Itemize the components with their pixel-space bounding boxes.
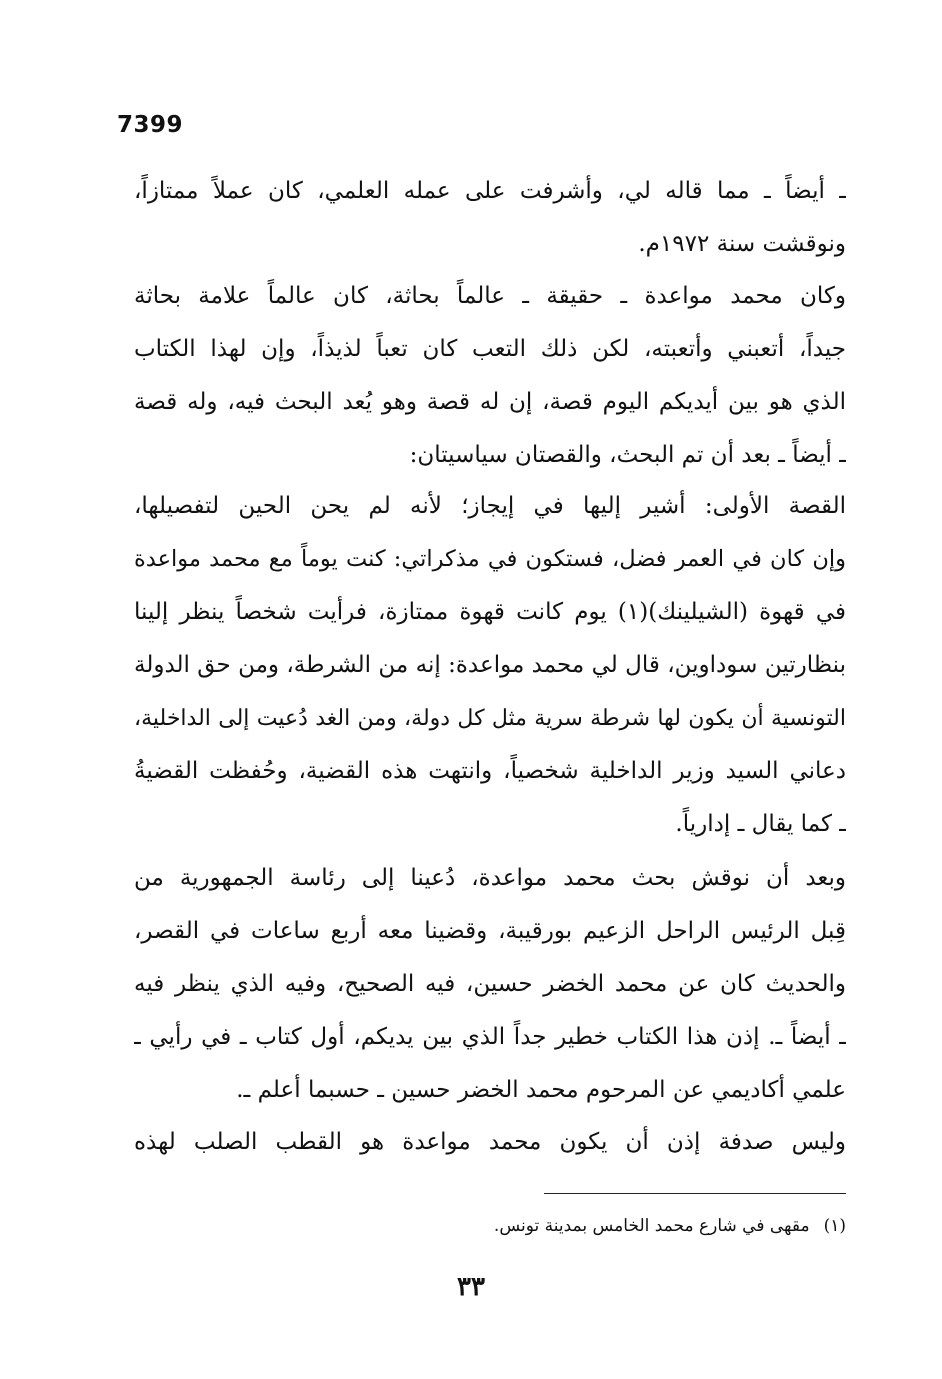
page-number: ٣٣ [457, 1272, 485, 1302]
footnote [494, 1212, 846, 1240]
text-line: قِبل الرئيس الراحل الزعيم بورقيبة، وقضينا معه أربع ساعات في القصر، [134, 918, 846, 944]
footnote-text: مقهى في شارع محمد الخامس بمدينة تونس. [493, 1216, 810, 1236]
text-line: ـ أيضاً ـ بعد أن تم البحث، والقصتان سياسيتان: [409, 442, 846, 468]
text-line: الذي هو بين أيديكم اليوم قصة، إن له قصة وهو يُعد البحث فيه، وله قصة [134, 389, 846, 415]
text-line: دعاني السيد وزير الداخلية شخصياً، وانتهت هذه القضية، وحُفظت القضيةُ [134, 758, 846, 784]
text-line: وكان محمد مواعدة ـ حقيقة ـ عالماً بحاثة، كان عالماً علامة بحاثة [134, 283, 846, 309]
text-line: جيداً، أتعبني وأتعبته، لكن ذلك التعب كان تعباً لذيذاً، وإن لهذا الكتاب [134, 336, 846, 362]
text-line: علمي أكاديمي عن المرحوم محمد الخضر حسين ـ حسبما أعلم ـ. [236, 1077, 846, 1103]
footnote-marker: (١) [823, 1216, 846, 1236]
paragraph-1 [134, 165, 846, 271]
text-line: بنظارتين سوداوين، قال لي محمد مواعدة: إنه من الشرطة، ومن حق الدولة [134, 652, 846, 678]
paragraph-4 [134, 852, 846, 1117]
document-id: 7399 [117, 112, 184, 138]
text-line: القصة الأولى: أشير إليها في إيجاز؛ لأنه لم يحن الحين لتفصيلها، [134, 493, 846, 519]
footnote-divider [544, 1193, 846, 1194]
text-line: وإن كان في العمر فضل، فستكون في مذكراتي: كنت يوماً مع محمد مواعدة [134, 546, 846, 572]
paragraph-2 [134, 270, 846, 482]
text-line: وبعد أن نوقش بحث محمد مواعدة، دُعينا إلى رئاسة الجمهورية من [134, 865, 846, 891]
text-line: في قهوة (الشيلينك)(١) يوم كانت قهوة ممتازة، فرأيت شخصاً ينظر إلينا [134, 599, 846, 625]
text-line: ـ كما يقال ـ إدارياً. [675, 811, 846, 837]
text-line: التونسية أن يكون لها شرطة سرية مثل كل دولة، ومن الغد دُعيت إلى الداخلية، [134, 706, 846, 731]
paragraph-3 [134, 480, 846, 851]
text-line: ـ أيضاً ـ. إذن هذا الكتاب خطير جداً الذي بين يديكم، أول كتاب ـ في رأيي ـ [134, 1024, 846, 1050]
text-line: ونوقشت سنة ١٩٧٢م. [638, 231, 846, 257]
paragraph-5 [134, 1116, 846, 1169]
text-line: والحديث كان عن محمد الخضر حسين، فيه الصحيح، وفيه الذي ينظر فيه [134, 971, 846, 997]
text-line: وليس صدفة إذن أن يكون محمد مواعدة هو القطب الصلب لهذه [134, 1129, 846, 1155]
text-line: ـ أيضاً ـ مما قاله لي، وأشرفت على عمله العلمي، كان عملاً ممتازاً، [134, 178, 846, 204]
